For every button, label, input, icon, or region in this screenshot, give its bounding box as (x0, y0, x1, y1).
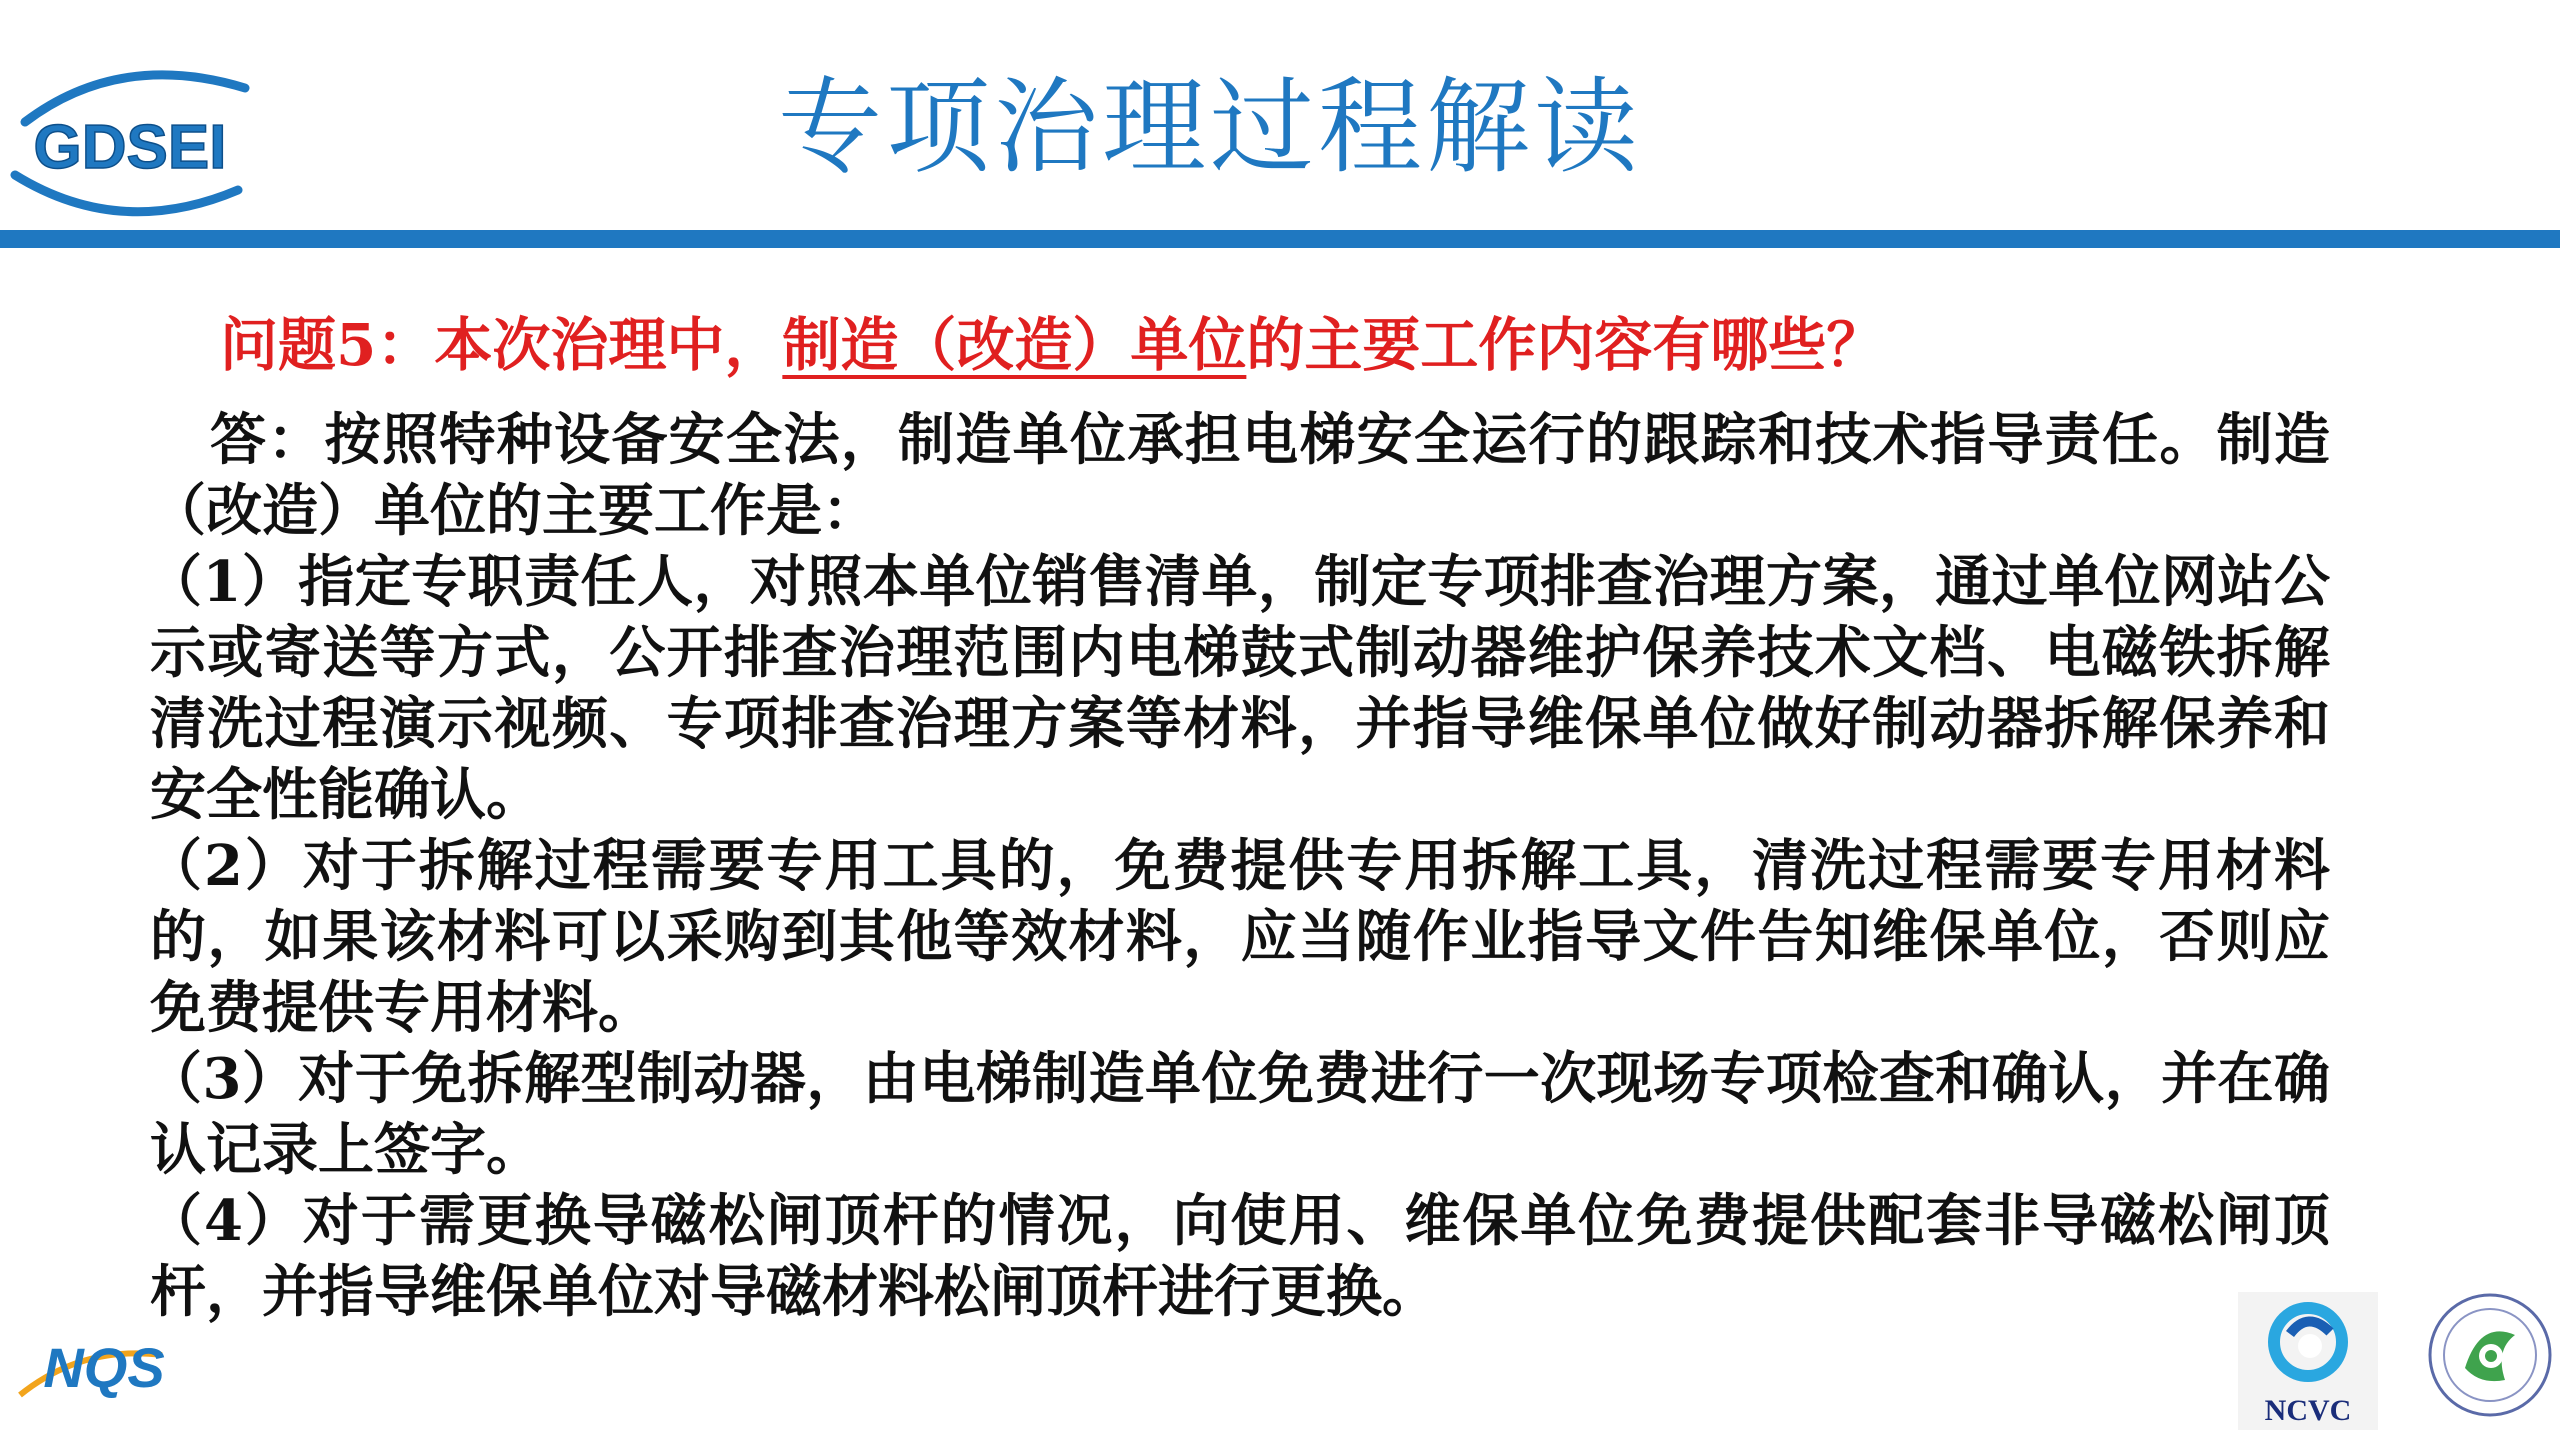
question-heading (220, 305, 1884, 385)
answer-item-4: （4）对于需更换导磁松闸顶杆的情况，向使用、维保单位免费提供配套非导磁松闸顶杆，并指导维保单位对导磁材料松闸顶杆进行更换。 (146, 1188, 2330, 1325)
svg-text:NQS: NQS (43, 1336, 165, 1399)
question-prefix: 问题5：本次治理中， (220, 311, 783, 379)
svg-text:GDSEI: GDSEI (33, 113, 227, 182)
question-suffix: 的主要工作内容有哪些？ (1246, 311, 1885, 379)
green-seal-icon (2425, 1290, 2555, 1420)
nqs-logo-icon (12, 1325, 197, 1410)
answer-item-3: （3）对于免拆解型制动器，由电梯制造单位免费进行一次现场专项检查和确认，并在确认记录上签字。 (146, 1046, 2330, 1183)
answer-body (146, 405, 2330, 1328)
gdsei-logo (0, 50, 270, 225)
answer-item-2: （2）对于拆解过程需要专用工具的，免费提供专用拆解工具，清洗过程需要专用材料的，如果该材料可以采购到其他等效材料，应当随作业指导文件告知维保单位，否则应免费提供专用材料。 (146, 833, 2330, 1041)
answer-intro: 答：按照特种设备安全法，制造单位承担电梯安全运行的跟踪和技术指导责任。制造（改造）单位的主要工作是： (150, 407, 2330, 544)
ncvc-logo-text: NCVC (2264, 1394, 2352, 1427)
answer-item-1: （1）指定专职责任人，对照本单位销售清单，制定专项排查治理方案，通过单位网站公示或寄送等方式，公开排查治理范围内电梯鼓式制动器维护保养技术文档、电磁铁拆解清洗过程演示视频、专项排查治理方案等材料，并指导维保单位做好制动器拆解保养和安全性能确认。 (146, 549, 2330, 828)
ncvc-logo (2238, 1292, 2378, 1430)
ncvc-swirl-icon (2238, 1292, 2378, 1392)
question-highlight: 制造（改造）单位 (782, 311, 1247, 379)
header-divider (0, 230, 2560, 248)
page-title: 专项治理过程解读 (777, 66, 1642, 188)
seal-logo (2425, 1290, 2555, 1420)
nqs-logo (12, 1325, 197, 1410)
gdsei-logo-icon (0, 50, 270, 225)
